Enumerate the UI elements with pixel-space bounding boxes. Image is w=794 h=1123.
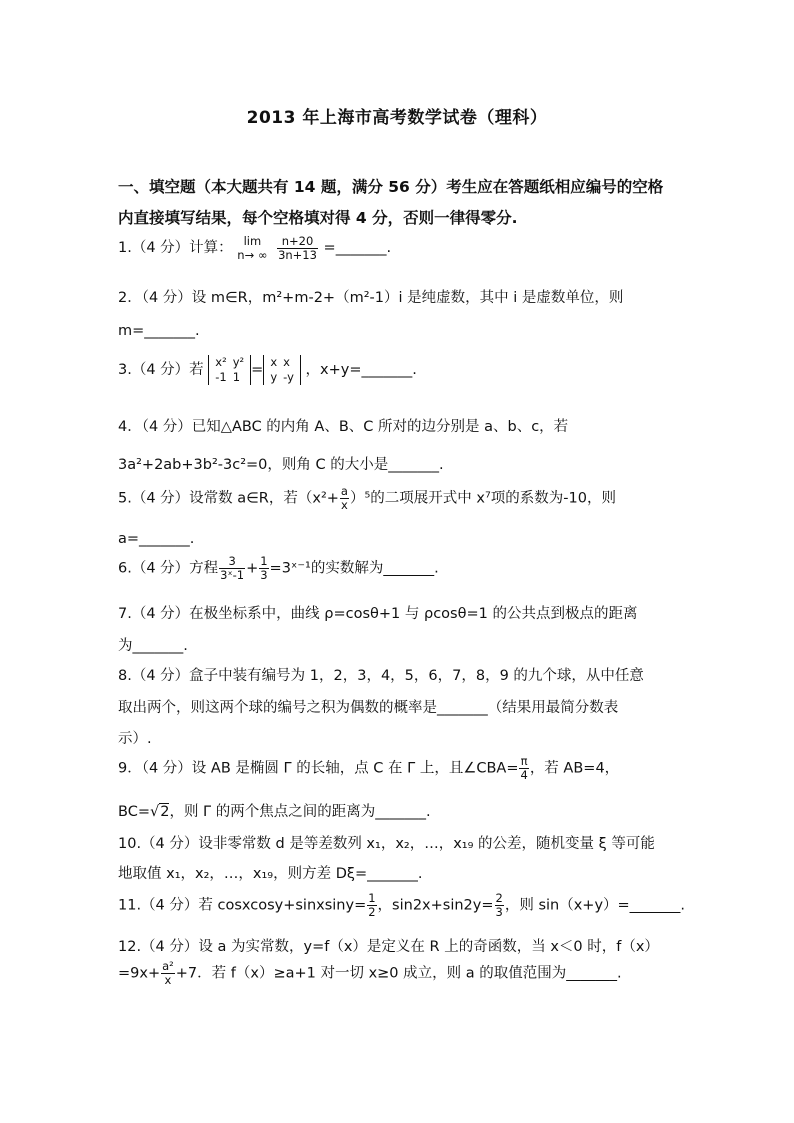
q11-fraction-1	[367, 892, 376, 919]
q6-suffix: =3ˣ⁻¹的实数解为_______.	[269, 560, 439, 577]
q9-numerator: π	[520, 754, 528, 768]
q11-prefix: 11.（4 分）若 cosxcosy+sinxsiny=	[118, 897, 367, 914]
q6-prefix: 6.（4 分）方程	[118, 560, 219, 577]
q3-a22: 1	[232, 370, 241, 384]
q11-fraction-2	[495, 892, 504, 919]
q5-fraction	[340, 485, 349, 512]
q9-suffix: ，若 AB=4，	[529, 760, 620, 777]
sqrt-icon: √	[149, 804, 160, 820]
q6-numerator-1: 3	[219, 555, 245, 569]
question-4-line2: 3a²+2ab+3b²-3c²=0，则角 C 的大小是_______.	[118, 457, 444, 473]
q3-b21: y	[270, 370, 278, 384]
q9-denominator: 4	[520, 768, 528, 782]
question-10-line1: 10.（4 分）设非零常数 d 是等差数列 x₁，x₂，…，x₁₉ 的公差，随机变量 ξ 等可能	[118, 836, 655, 852]
q5-prefix: 5.（4 分）设常数 a∈R，若（x²+	[118, 490, 339, 507]
question-9-line2	[118, 800, 431, 821]
question-8-line3: 示）.	[118, 731, 152, 747]
q12-line2-suffix: +7．若 f（x）≥a+1 对一切 x≥0 成立，则 a 的取值范围为_______.	[175, 965, 622, 982]
question-6	[118, 555, 439, 582]
question-1	[118, 234, 391, 262]
q11-denominator-2: 3	[495, 905, 503, 919]
q5-denominator: x	[341, 498, 348, 512]
q3-determinant-right	[263, 355, 301, 385]
q3-b12: x	[283, 355, 290, 369]
question-8-line1: 8.（4 分）盒子中装有编号为 1，2，3，4，5，6，7，8，9 的九个球，从中任意	[118, 668, 644, 684]
page-title: 2013 年上海市高考数学试卷（理科）	[246, 108, 548, 128]
q3-a12: y²	[232, 355, 245, 369]
section-heading-line2: 内直接填写结果，每个空格填对得 4 分，否则一律得零分.	[118, 209, 518, 227]
q3-a21: -1	[215, 370, 227, 384]
q3-prefix: 3.（4 分）若	[118, 362, 204, 378]
q9-line2-suffix: ，则 Γ 的两个焦点之间的距离为_______.	[169, 804, 431, 820]
q6-denominator-1: 3ˣ-1	[220, 568, 245, 582]
q12-denominator: x	[164, 973, 172, 987]
q11-denominator-1: 2	[368, 905, 376, 919]
q3-b22: -y	[283, 370, 294, 384]
q6-denominator-2: 3	[260, 568, 268, 582]
question-3	[118, 355, 417, 385]
question-2-line2: m=_______.	[118, 323, 200, 339]
q3-determinant-left	[208, 355, 251, 385]
question-12-line1: 12.（4 分）设 a 为实常数，y=f（x）是定义在 R 上的奇函数，当 x＜0 时，f（x）	[118, 939, 659, 955]
q12-fraction	[161, 960, 175, 987]
q1-fraction	[277, 235, 318, 262]
q1-lim-label: lim	[243, 234, 262, 248]
q1-answer-blank: =_______.	[323, 240, 392, 256]
q12-numerator: a²	[162, 959, 174, 973]
q11-middle: ，sin2x+sin2y=	[377, 897, 494, 914]
question-2-line1: 2．（4 分）设 m∈R，m²+m-2+（m²-1）i 是纯虚数，其中 i 是虚数单位，则	[118, 290, 624, 306]
question-7-line1: 7.（4 分）在极坐标系中，曲线 ρ=cosθ+1 与 ρcosθ=1 的公共点到极点的距离	[118, 606, 638, 622]
question-5-line1	[118, 485, 616, 512]
q11-numerator-1: 1	[368, 891, 376, 905]
question-9-line1	[118, 755, 619, 782]
q3-a11: x²	[215, 355, 227, 369]
q1-lim-sub: n→ ∞	[237, 248, 268, 262]
question-12-line2	[118, 960, 622, 987]
question-7-line2: 为_______.	[118, 638, 188, 654]
q1-limit	[237, 234, 267, 262]
question-11	[118, 892, 685, 919]
q9-prefix: 9．（4 分）设 AB 是椭圆 Γ 的长轴，点 C 在 Γ 上，且∠CBA=	[118, 760, 519, 777]
q1-denominator: 3n+13	[278, 247, 317, 262]
q1-numerator: n+20	[277, 235, 318, 249]
q9-line2-prefix: BC=	[118, 804, 150, 820]
q11-suffix: ，则 sin（x+y）=_______.	[504, 897, 686, 914]
q1-prefix: 1.（4 分）计算：	[118, 240, 233, 256]
q3-b11: x	[270, 355, 278, 369]
q5-suffix: ）⁵的二项展开式中 x⁷项的系数为-10，则	[349, 490, 616, 507]
q12-line2-prefix: =9x+	[118, 965, 161, 982]
q9-sqrt-value: 2	[160, 804, 170, 820]
question-10-line2: 地取值 x₁，x₂，…，x₁₉，则方差 Dξ=_______.	[118, 866, 423, 882]
question-4-line1: 4．（4 分）已知△ABC 的内角 A、B、C 所对的边分别是 a、b、c，若	[118, 419, 569, 435]
q6-fraction-1	[219, 555, 245, 582]
q9-fraction	[519, 755, 528, 782]
q6-fraction-2	[259, 555, 268, 582]
q6-numerator-2: 1	[260, 554, 268, 568]
q3-equals: =	[251, 362, 264, 378]
q11-numerator-2: 2	[495, 891, 503, 905]
q6-plus: +	[246, 560, 259, 577]
q5-numerator: a	[340, 484, 348, 498]
question-5-line2: a=_______.	[118, 531, 195, 547]
q3-answer-blank: ，x+y=_______.	[305, 362, 417, 378]
section-heading-line1: 一、填空题（本大题共有 14 题，满分 56 分）考生应在答题纸相应编号的空格	[118, 178, 664, 196]
question-8-line2: 取出两个，则这两个球的编号之积为偶数的概率是_______（结果用最简分数表	[118, 700, 619, 716]
